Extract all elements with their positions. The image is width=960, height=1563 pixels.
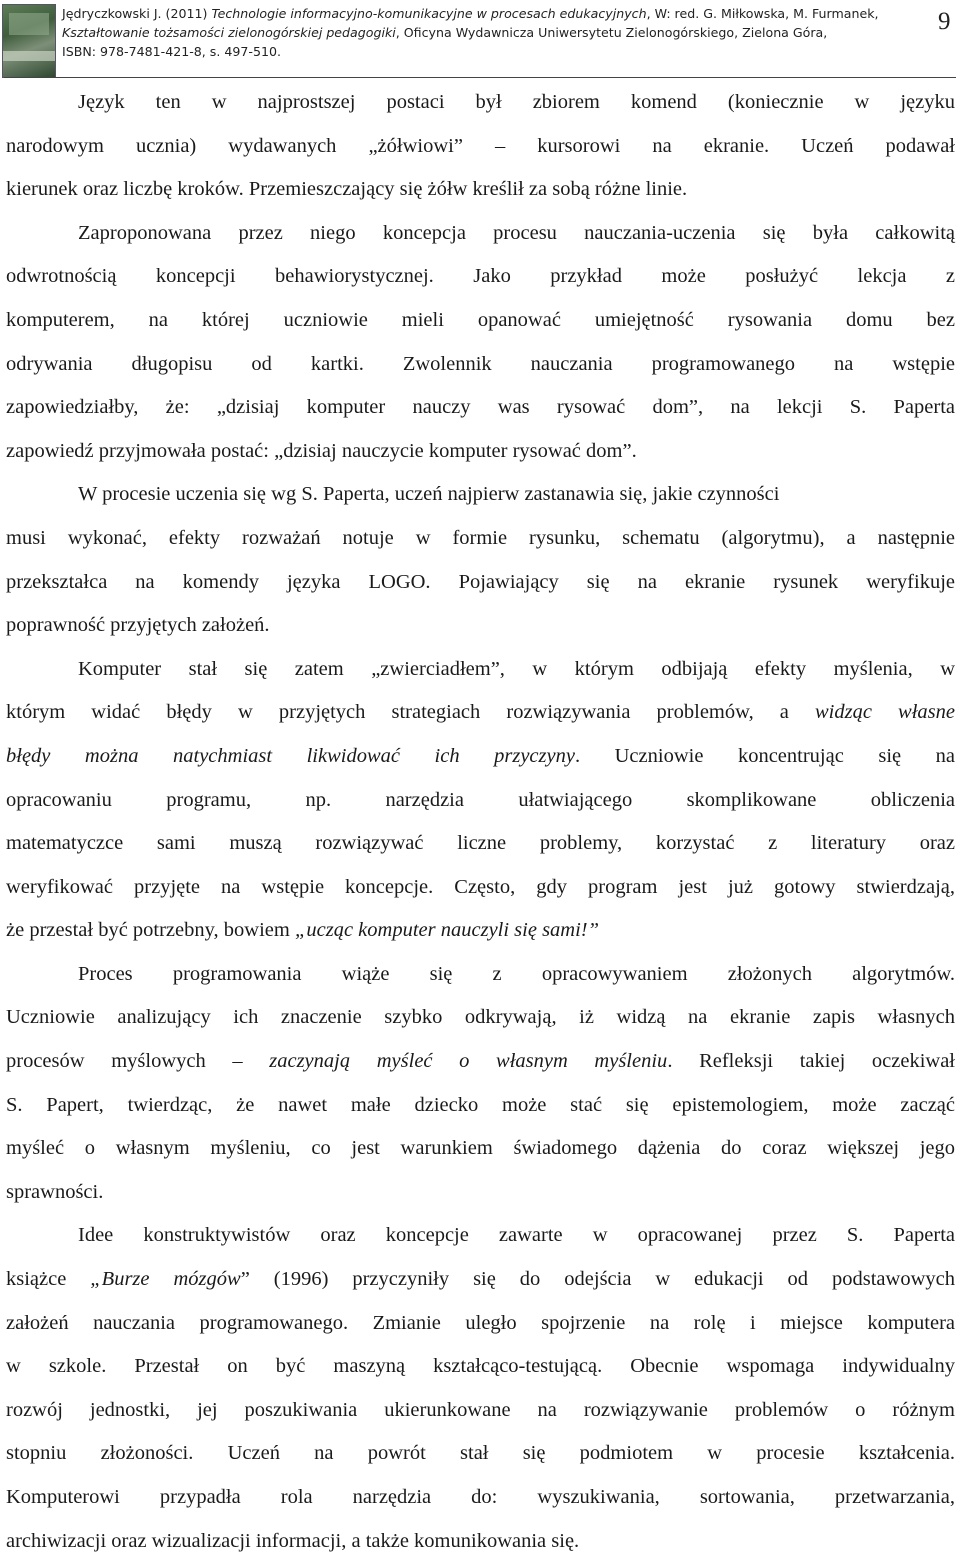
- text-line: poprawność przyjętych założeń.: [6, 614, 270, 637]
- text-line: S. Papert, twierdząc, że nawet małe dziecko może stać się epistemologiem, może zacząć: [6, 1093, 955, 1116]
- text-line: odrywania długopisu od kartki. Zwolennik nauczania programowanego na wstępie: [6, 352, 955, 375]
- text-line: odwrotnością koncepcji behawiorystycznej. Jako przykład może posłużyć lekcja z: [6, 265, 955, 288]
- page-body: [6, 81, 955, 1563]
- paragraph-1: [6, 81, 955, 212]
- text-line: Proces programowania wiąże się z opracowywaniem złożonych algorytmów.: [78, 962, 955, 985]
- text-line: matematyczce sami muszą rozwiązywać liczne problemy, korzystać z literatury oraz: [6, 832, 955, 855]
- text-line: narodowym ucznia) wydawanych „żółwiowi” – kursorowi na ekranie. Uczeń podawał: [6, 134, 955, 157]
- text-line: Uczniowie analizujący ich znaczenie szybko odkrywają, iż widzą na ekranie zapis własnych: [6, 1006, 955, 1029]
- text-line: Komputer stał się zatem „zwierciadłem”, w którym odbijają efekty myślenia, w: [78, 657, 955, 680]
- citation-line-2: Kształtowanie tożsamości zielonogórskiej pedagogiki, Oficyna Wydawnicza Uniwersytetu Zielonogórskiego, Zielona Góra,: [62, 25, 828, 40]
- text-line: zapowiedziałby, że: „dzisiaj komputer nauczy was rysować dom”, na lekcji S. Paperta: [6, 396, 955, 419]
- paragraph-2: [6, 212, 955, 474]
- text-line: W procesie uczenia się wg S. Paperta, uczeń najpierw zastanawia się, jakie czynności: [78, 483, 780, 506]
- header-divider: [4, 77, 956, 78]
- text-line: Zaproponowana przez niego koncepcja procesu nauczania-uczenia się była całkowitą: [78, 221, 955, 244]
- paragraph-4: [6, 648, 955, 953]
- citation-block: [62, 4, 882, 61]
- citation-line-1: Jędryczkowski J. (2011) Technologie informacyjno-komunikacyjne w procesach edukacyjnych, W: red. G. Miłkowska, M. Furmanek,: [62, 6, 879, 21]
- text-line: sprawności.: [6, 1180, 104, 1203]
- text-line: że przestał być potrzebny, bowiem „ucząc komputer nauczyli się sami!”: [6, 919, 600, 942]
- text-line: kierunek oraz liczbę kroków. Przemieszczający się żółw kreślił za sobą różne linie.: [6, 178, 688, 201]
- text-line: komputerem, na której uczniowie mieli opanować umiejętność rysowania domu bez: [6, 308, 955, 331]
- text-line: archiwizacji oraz wizualizacji informacji, a także komunikowania się.: [6, 1529, 580, 1552]
- text-line: weryfikować przyjęte na wstępie koncepcje. Często, gdy program jest już gotowy stwierdzają,: [6, 875, 955, 898]
- book-cover-thumbnail: [2, 4, 56, 78]
- text-line: stopniu złożoności. Uczeń na powrót stał się podmiotem w procesie kształcenia.: [6, 1442, 955, 1465]
- text-line: Język ten w najprostszej postaci był zbiorem komend (koniecznie w języku: [78, 91, 955, 113]
- citation-line-3: ISBN: 978-7481-421-8, s. 497-510.: [62, 44, 281, 59]
- text-line: Idee konstruktywistów oraz koncepcje zawarte w opracowanej przez S. Paperta: [78, 1224, 955, 1247]
- text-line: zapowiedź przyjmowała postać: „dzisiaj nauczycie komputer rysować dom”.: [6, 439, 637, 462]
- page-number: 9: [938, 8, 951, 35]
- text-line: książce „Burze mózgów” (1996) przyczyniły się do odejścia w edukacji od podstawowych: [6, 1268, 955, 1291]
- text-line: opracowaniu programu, np. narzędzia ułatwiającego skomplikowane obliczenia: [6, 788, 955, 811]
- paragraph-3: [6, 473, 955, 647]
- text-line: w szkole. Przestał on być maszyną kształcąco-testującą. Obecnie wspomaga indywidualny: [6, 1355, 955, 1378]
- paragraph-5: [6, 953, 955, 1215]
- text-line: przekształca na komendy języka LOGO. Pojawiający się na ekranie rysunek weryfikuje: [6, 570, 955, 593]
- text-line: którym widać błędy w przyjętych strategiach rozwiązywania problemów, a widząc własne: [6, 701, 955, 724]
- text-line: procesów myślowych – zaczynają myśleć o własnym myśleniu. Refleksji takiej oczekiwał: [6, 1050, 955, 1073]
- page-header: [0, 0, 960, 78]
- text-line: myśleć o własnym myśleniu, co jest warunkiem świadomego dążenia do coraz większej jego: [6, 1137, 955, 1160]
- text-line: Komputerowi przypadła rola narzędzia do: wyszukiwania, sortowania, przetwarzania,: [6, 1486, 955, 1508]
- text-line: musi wykonać, efekty rozważań notuje w formie rysunku, schematu (algorytmu), a następnie: [6, 526, 955, 549]
- text-line: założeń nauczania programowanego. Zmianie uległo spojrzenie na rolę i miejsce komputera: [6, 1311, 955, 1334]
- paragraph-6: [6, 1214, 955, 1563]
- text-line: błędy można natychmiast likwidować ich przyczyny. Uczniowie koncentrując się na: [6, 744, 956, 767]
- text-line: rozwój jednostki, jej poszukiwania ukierunkowane na rozwiązywanie problemów o różnym: [6, 1398, 955, 1421]
